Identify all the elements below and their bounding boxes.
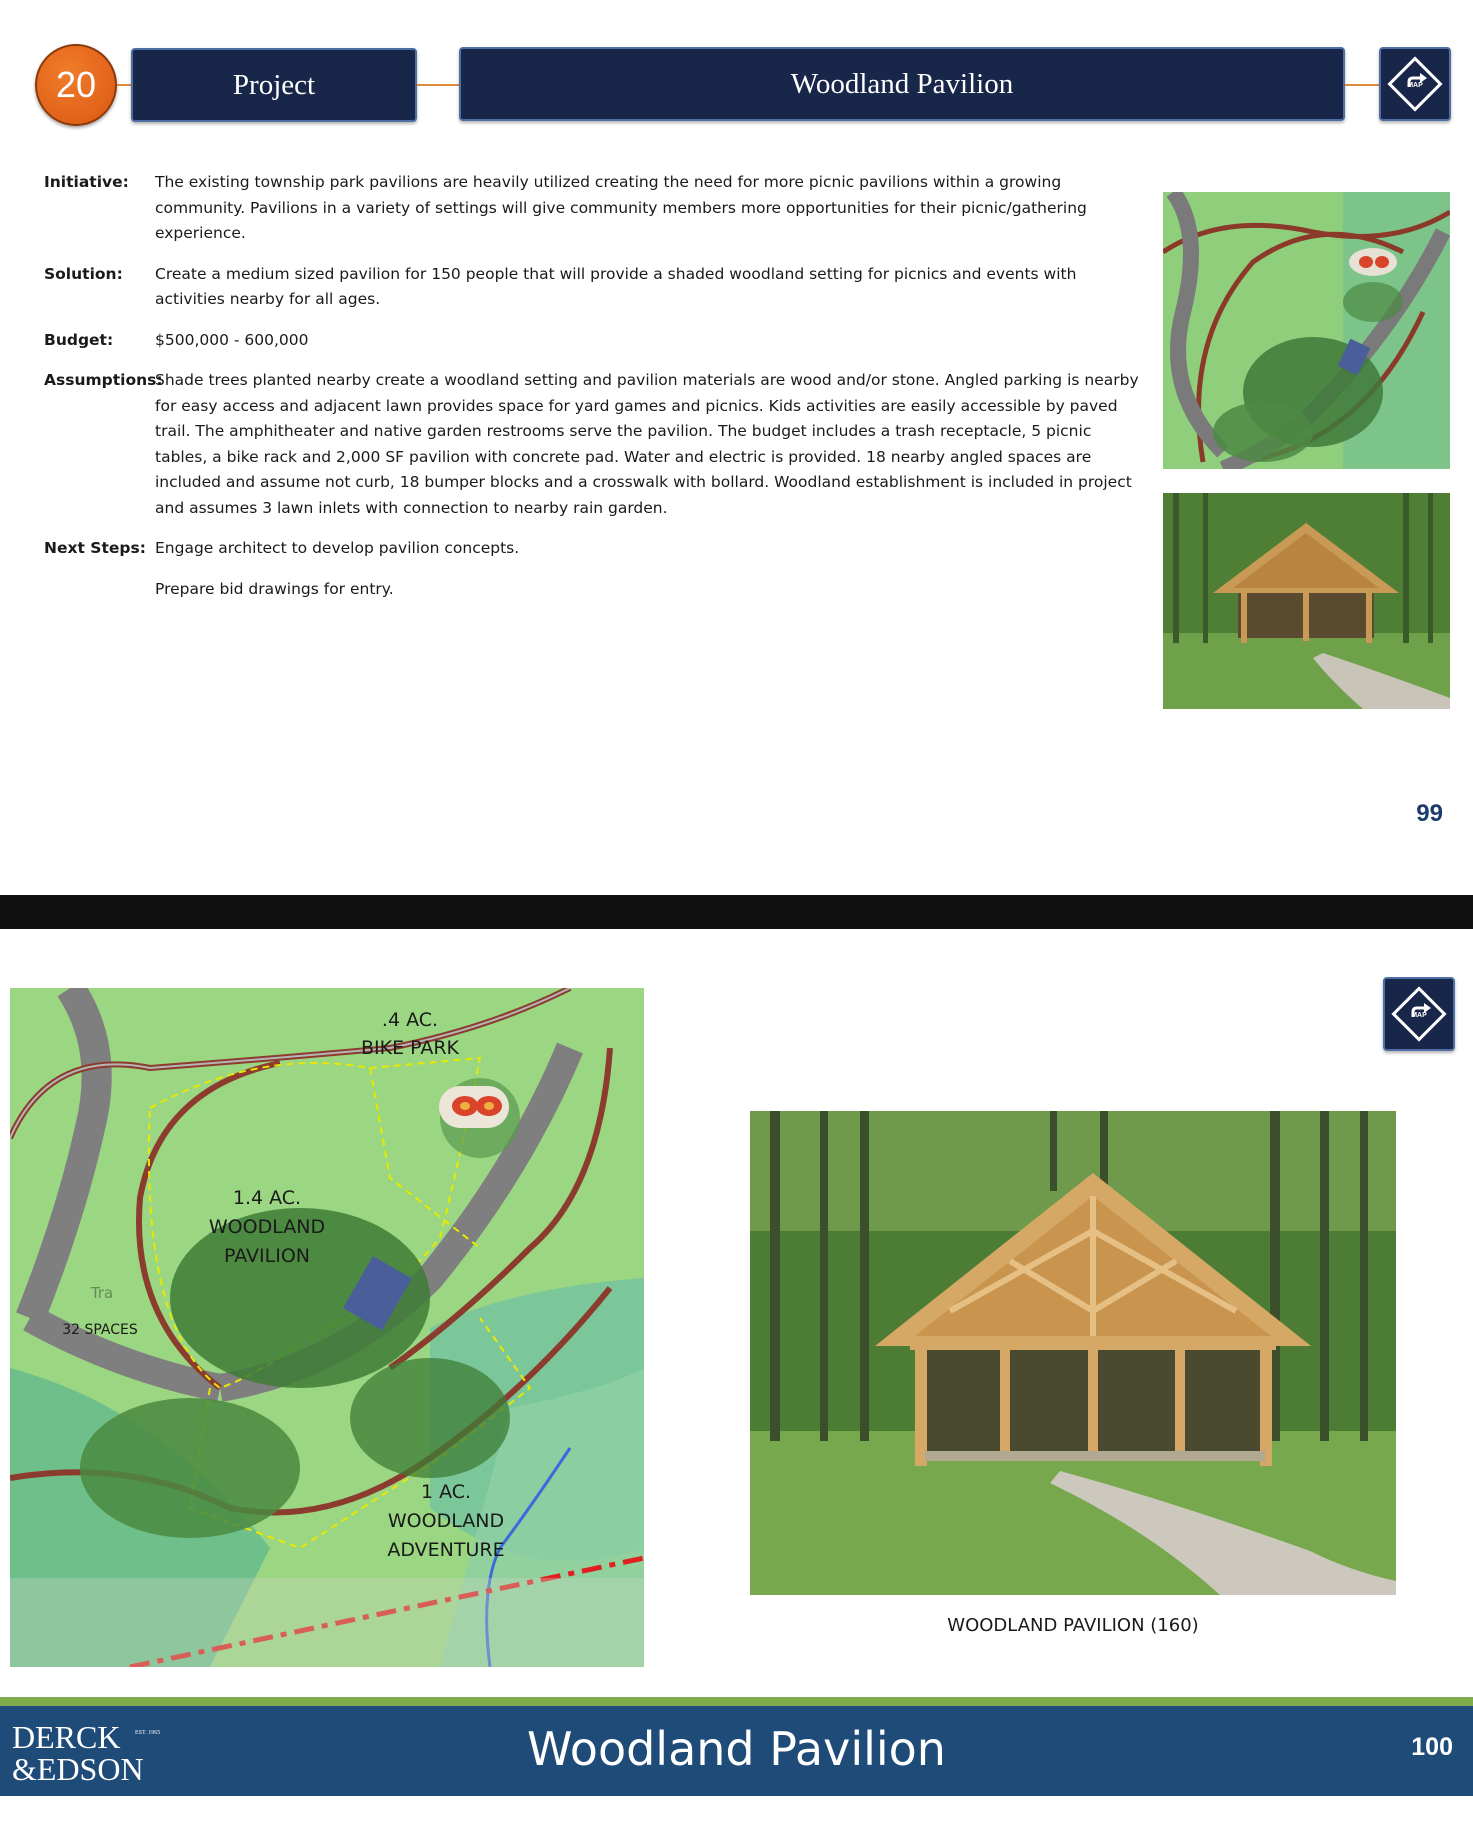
pavilion-name-label-1: WOODLAND bbox=[208, 1216, 326, 1238]
header-connector-right bbox=[1345, 84, 1380, 86]
project-info bbox=[44, 170, 1144, 617]
footer-accent-bar bbox=[0, 1697, 1473, 1706]
map-icon bbox=[1389, 984, 1449, 1044]
adventure-name-label-1: WOODLAND bbox=[387, 1510, 505, 1532]
logo-est: EST. 1965 bbox=[135, 1730, 161, 1736]
pavilion-area-label: 1.4 AC. bbox=[232, 1187, 302, 1209]
info-text: Prepare bid drawings for entry. bbox=[155, 579, 394, 598]
footer-title: Woodland Pavilion bbox=[527, 1722, 946, 1776]
header-connector-mid bbox=[417, 84, 460, 86]
info-text: The existing township park pavilions are heavily utilized creating the need for more picnic pavilions within a growing community. Pavilions in a variety of settings will give community members more opportunities for their picnic/gathering experience. bbox=[155, 173, 1087, 242]
info-label: Budget: bbox=[44, 330, 114, 349]
bike-park-name-label: BIKE PARK bbox=[360, 1037, 460, 1059]
pavilion-name-label-2: PAVILION bbox=[224, 1245, 310, 1267]
info-label: Initiative: bbox=[44, 173, 129, 191]
info-label bbox=[44, 577, 155, 603]
project-number-badge: 20 bbox=[35, 44, 117, 126]
project-label-box: Project bbox=[131, 48, 417, 122]
adventure-area-label: 1 AC. bbox=[420, 1481, 472, 1503]
photo-caption: WOODLAND PAVILION (160) bbox=[947, 1615, 1199, 1636]
info-text: $500,000 - 600,000 bbox=[155, 330, 309, 349]
map-button-bottom[interactable] bbox=[1383, 977, 1455, 1051]
site-plan-thumbnail bbox=[1163, 192, 1450, 469]
pavilion-photo bbox=[750, 1111, 1396, 1595]
map-button[interactable] bbox=[1379, 47, 1451, 121]
page-number: 100 bbox=[1411, 1733, 1453, 1761]
info-label: Solution: bbox=[44, 264, 123, 283]
map-label: MAP bbox=[1411, 1012, 1427, 1019]
info-text: Create a medium sized pavilion for 150 people that will provide a shaded woodland setting for picnics and events with activities nearby for all ages. bbox=[155, 264, 1077, 308]
page-separator bbox=[0, 895, 1473, 929]
info-row-next-steps-2 bbox=[44, 577, 1144, 603]
logo-line-2: &EDSON bbox=[12, 1751, 144, 1784]
pavilion-photo-thumbnail bbox=[1163, 493, 1450, 709]
info-label: Assumptions: bbox=[44, 371, 163, 389]
info-row-budget bbox=[44, 328, 1144, 354]
info-row-initiative bbox=[44, 170, 1144, 247]
logo-line-1: DERCK bbox=[12, 1719, 121, 1755]
info-text: Shade trees planted nearby create a woodland setting and pavilion materials are wood and/or stone. Angled parking is nearby for easy access and adjacent lawn provides space for yard games and picnics. Kids activities are easily accessible by paved trail. The amphitheater and native garden restrooms serve the pavilion. The budget includes a trash receptacle, 5 picnic tables, a bike rack and 2,000 SF pavilion with concrete pad. Water and electric is provided. 18 nearby angled spaces are included and assume not curb, 18 bumper blocks and a crosswalk with bollard. Woodland establishment is included in project and assumes 3 lawn inlets with connection to nearby rain garden. bbox=[155, 371, 1139, 517]
info-text: Engage architect to develop pavilion concepts. bbox=[155, 539, 520, 557]
info-row-assumptions bbox=[44, 368, 1144, 521]
parking-label: 32 SPACES bbox=[62, 1322, 138, 1338]
footer-bar bbox=[0, 1706, 1473, 1796]
page-number: 99 bbox=[1416, 800, 1443, 827]
info-row-next-steps bbox=[44, 536, 1144, 562]
trail-label: Tra bbox=[90, 1284, 114, 1302]
map-label: MAP bbox=[1407, 82, 1423, 89]
map-icon bbox=[1385, 54, 1445, 114]
page-99 bbox=[0, 0, 1473, 895]
adventure-name-label-2: ADVENTURE bbox=[387, 1539, 505, 1561]
site-plan bbox=[10, 988, 644, 1667]
info-label: Next Steps: bbox=[44, 539, 146, 557]
bike-park-area-label: .4 AC. bbox=[381, 1009, 439, 1031]
project-title-box: Woodland Pavilion bbox=[459, 47, 1345, 121]
info-row-solution bbox=[44, 262, 1144, 313]
